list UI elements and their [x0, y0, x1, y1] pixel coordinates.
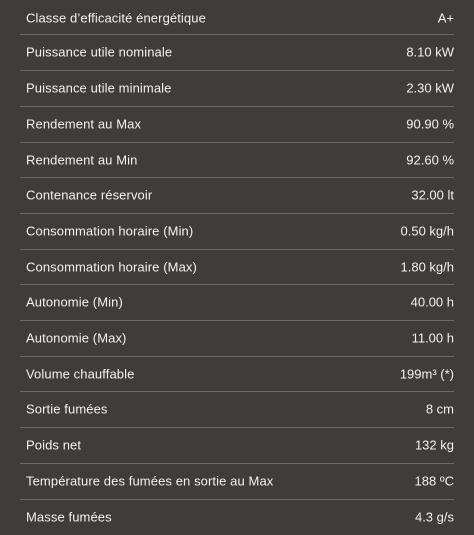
spec-value: 40.00 h — [410, 294, 454, 310]
spec-row-consumption-max — [0, 249, 474, 285]
spec-row-nominal-power — [0, 35, 474, 71]
spec-label: Rendement au Min — [26, 152, 138, 168]
spec-value: 11.00 h — [411, 330, 454, 346]
spec-value: 199m³ (*) — [399, 366, 454, 382]
spec-row-energy-class — [0, 0, 474, 36]
spec-label: Volume chauffable — [26, 366, 135, 382]
spec-label: Rendement au Max — [26, 116, 142, 132]
spec-label: Autonomie (Max) — [26, 330, 127, 346]
spec-row-net-weight — [0, 428, 474, 464]
spec-value: 2.30 kW — [406, 80, 454, 96]
spec-label: Autonomie (Min) — [26, 294, 123, 310]
spec-value: 4.3 g/s — [414, 509, 454, 525]
spec-row-autonomy-max — [0, 321, 474, 357]
spec-row-flue-mass — [0, 499, 474, 535]
spec-row-flue-temperature — [0, 463, 474, 499]
spec-value: 32.00 lt — [411, 187, 454, 203]
spec-label: Puissance utile nominale — [26, 44, 173, 60]
spec-label: Consommation horaire (Min) — [26, 223, 194, 239]
spec-label: Classe d’efficacité énergétique — [26, 10, 206, 26]
spec-label: Contenance réservoir — [26, 187, 153, 203]
spec-label: Consommation horaire (Max) — [26, 259, 197, 275]
spec-value: 90.90 % — [406, 116, 454, 132]
spec-row-heatable-volume — [0, 356, 474, 392]
spec-value: 92.60 % — [406, 152, 454, 168]
spec-row-autonomy-min — [0, 285, 474, 321]
spec-label: Puissance utile minimale — [26, 80, 172, 96]
spec-value: 132 kg — [414, 437, 454, 453]
spec-value: 1.80 kg/h — [400, 259, 454, 275]
spec-label: Sortie fumées — [26, 401, 108, 417]
spec-label: Poids net — [26, 437, 82, 453]
spec-label: Masse fumées — [26, 509, 112, 525]
spec-row-flue-outlet — [0, 392, 474, 428]
spec-row-consumption-min — [0, 213, 474, 249]
spec-row-efficiency-max — [0, 106, 474, 142]
spec-label: Température des fumées en sortie au Max — [26, 473, 274, 489]
spec-row-efficiency-min — [0, 142, 474, 178]
spec-value: 0.50 kg/h — [400, 223, 454, 239]
spec-value: 8.10 kW — [406, 44, 454, 60]
spec-value: A+ — [437, 10, 454, 26]
spec-value: 188 ºC — [414, 473, 454, 489]
spec-row-minimum-power — [0, 70, 474, 106]
spec-value: 8 cm — [425, 401, 454, 417]
spec-row-tank-capacity — [0, 178, 474, 214]
